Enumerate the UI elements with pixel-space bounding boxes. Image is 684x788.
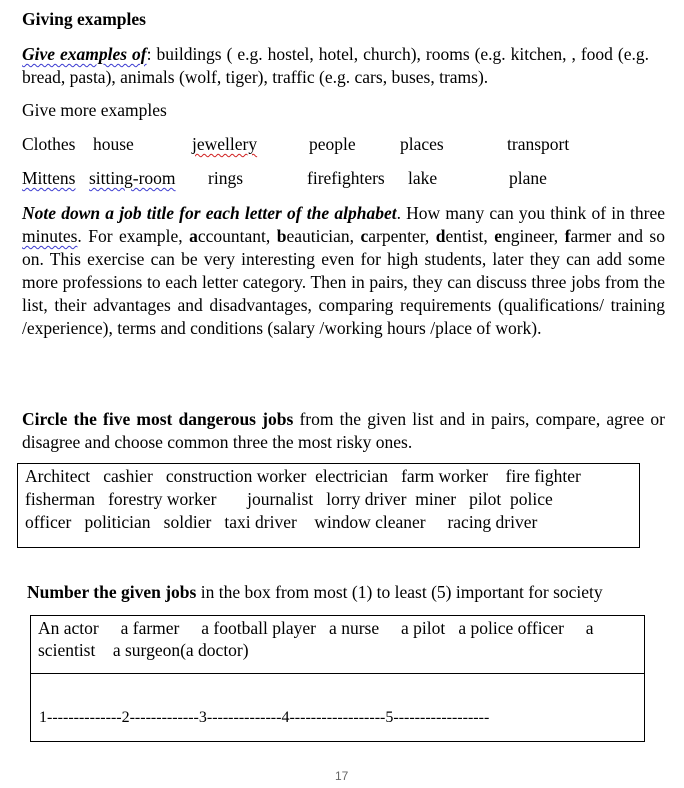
example-word: Mittens xyxy=(22,168,76,188)
example-word: house xyxy=(93,134,134,154)
alphabet-text: . For example, xyxy=(77,226,190,246)
example-word: rings xyxy=(208,168,243,188)
dangerous-jobs-paragraph xyxy=(22,408,665,454)
dangerous-jobs-box xyxy=(17,463,640,548)
section-heading: Giving examples xyxy=(22,9,146,29)
example-word: people xyxy=(309,134,356,154)
alphabet-letter: d xyxy=(435,226,446,246)
number-jobs-lead: Number the given jobs xyxy=(27,582,197,602)
alphabet-letter: b xyxy=(276,226,287,246)
dangerous-text: from the given list and in pairs, compare, agree or disagree and choose common three the most risky ones. xyxy=(22,409,665,452)
alphabet-text: arpenter, xyxy=(368,226,436,246)
example-word: places xyxy=(400,134,444,154)
alphabet-letter: e xyxy=(494,226,502,246)
alphabet-text: . How many can you think of in three xyxy=(396,203,665,223)
alphabet-lead: Note down a job title for each letter of the alphabet xyxy=(22,203,397,223)
give-examples-text: buildings ( e.g. hostel, hotel, church), rooms (e.g. kitchen, , food (e.g. bread, pasta), animals (wolf, tiger), traffic (e.g. cars, buses, trams). xyxy=(22,44,649,87)
alphabet-paragraph xyxy=(22,202,665,340)
give-examples-lead: Give examples of xyxy=(22,44,147,64)
box-divider xyxy=(31,673,644,674)
jobs-line: fisherman forestry worker journalist lorry driver miner pilot police xyxy=(25,489,553,509)
alphabet-letter: f xyxy=(564,226,571,246)
example-word: firefighters xyxy=(307,168,385,188)
alphabet-text: armer and so on. This exercise can be very interesting even for high students, later they can add some more professions to each letter category. Then in pairs, they can discuss three jobs from the list, their advantages and disadvantages, comparing requirements (qualifications/ training /experience), terms and conditions (salary /working hours /place of work). xyxy=(22,226,665,338)
alphabet-text: entist, xyxy=(445,226,495,246)
example-word: jewellery xyxy=(192,134,258,154)
give-examples-paragraph xyxy=(22,43,649,89)
give-examples-colon: : xyxy=(146,44,152,64)
example-word: lake xyxy=(408,168,438,188)
jobs-line: Architect cashier construction worker electrician farm worker fire fighter xyxy=(25,466,581,486)
number-jobs-paragraph xyxy=(27,581,603,604)
alphabet-text: eautician, xyxy=(286,226,361,246)
jobs-line: An actor a farmer a football player a nurse a pilot a police officer a xyxy=(38,618,594,638)
example-word: Clothes xyxy=(22,134,76,154)
alphabet-letter: a xyxy=(189,226,198,246)
alphabet-text: ngineer, xyxy=(502,226,565,246)
ranking-scale: 1--------------2-------------3--------------4------------------5------------------ xyxy=(39,709,490,726)
page-number: 17 xyxy=(335,769,349,783)
dangerous-lead: Circle the five most dangerous jobs xyxy=(22,409,294,429)
number-jobs-box xyxy=(30,615,645,742)
alphabet-minutes: minutes xyxy=(22,226,78,246)
number-jobs-text: in the box from most (1) to least (5) important for society xyxy=(196,582,603,602)
example-word: sitting-room xyxy=(89,168,176,188)
alphabet-text: ccountant, xyxy=(197,226,277,246)
jobs-line: scientist a surgeon(a doctor) xyxy=(38,640,249,660)
give-more-label: Give more examples xyxy=(22,100,167,120)
example-word: plane xyxy=(509,168,547,188)
example-word: transport xyxy=(507,134,570,154)
jobs-line: officer politician soldier taxi driver window cleaner racing driver xyxy=(25,512,538,532)
alphabet-letter: c xyxy=(360,226,369,246)
